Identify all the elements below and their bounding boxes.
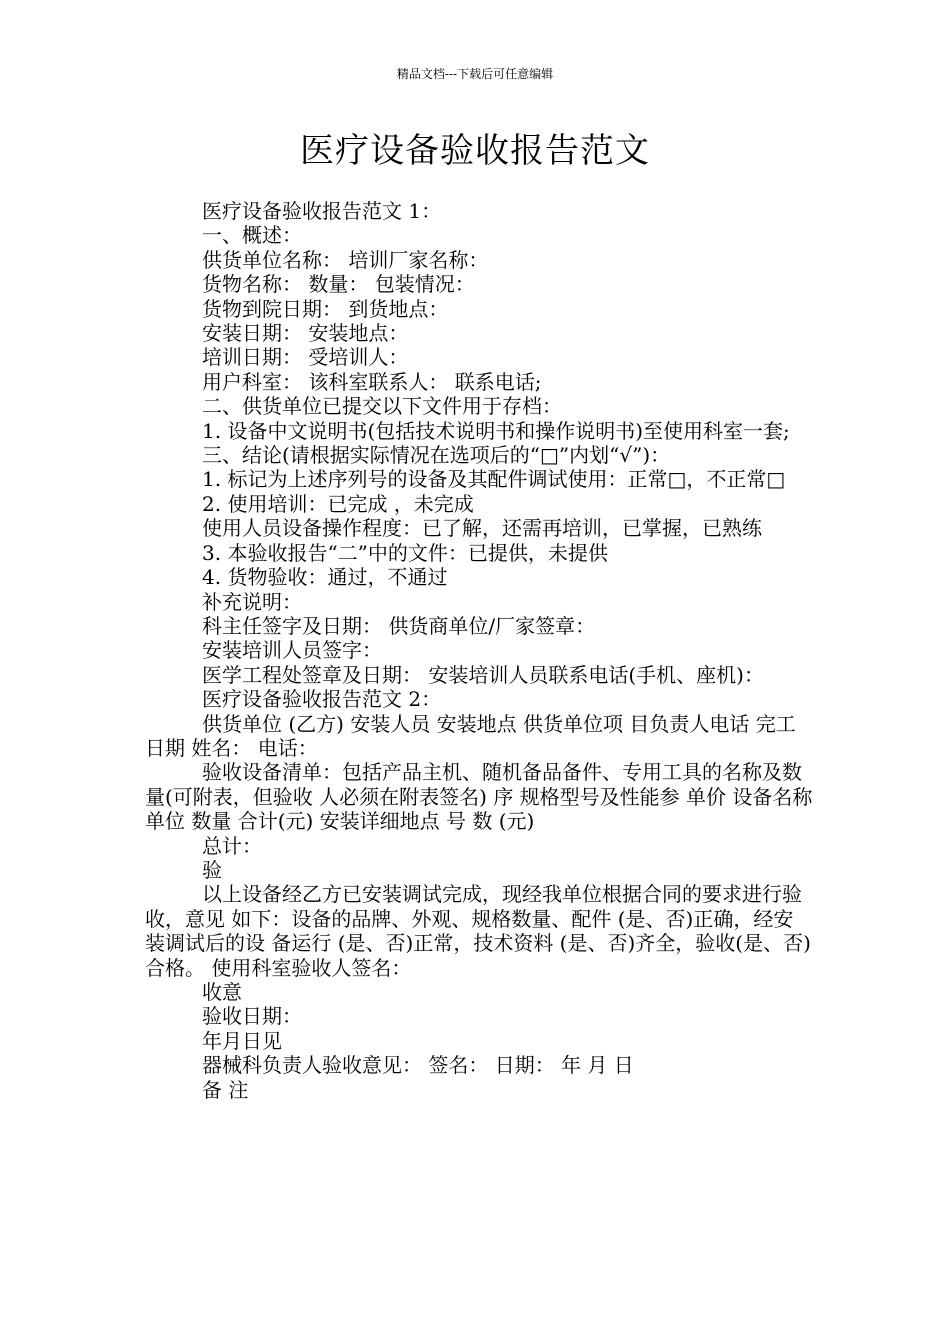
paragraph: 年月日见 <box>202 1028 282 1053</box>
paragraph: 安装培训人员签字： <box>202 638 382 663</box>
paragraph: 验 <box>202 857 222 882</box>
paragraph: 二、供货单位已提交以下文件用于存档： <box>202 394 562 419</box>
paragraph: 收意 <box>202 980 242 1004</box>
paragraph: 4. 货物验收：通过，不通过 <box>202 565 448 590</box>
paragraph: 供货单位 (乙方) 安装人员 安装地点 供货单位项 目负责人电话 完工日期 姓名： 电话： <box>145 711 796 760</box>
paragraph: 以上设备经乙方已安装调试完成，现经我单位根据合同的要求进行验收，意见 如下：设备的品牌、外观、规格数量、配件 (是、否)正确，经安装调试后的设 备运行 (是、否)正常，技术资料 (是、否)齐全，验收(是、否)合格。 使用科室验收人签名： <box>145 882 811 980</box>
paragraph: 总计： <box>202 833 262 858</box>
paragraph: 货物到院日期： 到货地点： <box>202 296 449 321</box>
paragraph: 备 注 <box>202 1077 249 1102</box>
paragraph: 验收设备清单：包括产品主机、随机备品备件、专用工具的名称及数量(可附表，但验收 人必须在附表签名) 序 规格型号及性能参 单价 设备名称 单位 数量 合计(元) 安装详细地点 号 数 (元) <box>145 760 813 834</box>
paragraph: 1. 设备中文说明书(包括技术说明书和操作说明书)至使用科室一套; <box>202 418 790 443</box>
paragraph: 使用人员设备操作程度：已了解，还需再培训，已掌握，已熟练 <box>202 516 762 541</box>
paragraph: 医学工程处签章及日期： 安装培训人员联系电话(手机、座机)： <box>202 662 764 687</box>
paragraph: 三、结论(请根据实际情况在选项后的“□”内划“√”)： <box>202 443 671 468</box>
document-title: 医疗设备验收报告范文 <box>300 131 650 171</box>
paragraph: 验收日期： <box>202 1004 302 1029</box>
document-body <box>145 199 813 1102</box>
paragraph: 培训日期： 受培训人： <box>202 345 409 370</box>
paragraph: 科主任签字及日期： 供货商单位/厂家签章： <box>202 613 596 638</box>
paragraph: 1. 标记为上述序列号的设备及其配件调试使用：正常□，不正常□ <box>202 467 786 492</box>
paragraph: 医疗设备验收报告范文 1： <box>202 199 442 223</box>
paragraph: 货物名称： 数量： 包装情况： <box>202 272 475 297</box>
page-header: 精品文档---下载后可任意编辑 <box>396 67 554 81</box>
paragraph: 一、概述： <box>202 223 302 248</box>
paragraph: 供货单位名称： 培训厂家名称： <box>202 247 489 272</box>
paragraph: 3. 本验收报告“二”中的文件：已提供，未提供 <box>202 540 608 565</box>
paragraph: 补充说明： <box>202 589 302 614</box>
paragraph: 器械科负责人验收意见： 签名： 日期： 年 月 日 <box>202 1053 634 1078</box>
paragraph: 医疗设备验收报告范文 2： <box>202 687 442 712</box>
paragraph: 2. 使用培训：已完成 ，未完成 <box>202 491 474 516</box>
paragraph: 安装日期： 安装地点： <box>202 321 409 346</box>
paragraph: 用户科室： 该科室联系人： 联系电话; <box>202 369 542 394</box>
